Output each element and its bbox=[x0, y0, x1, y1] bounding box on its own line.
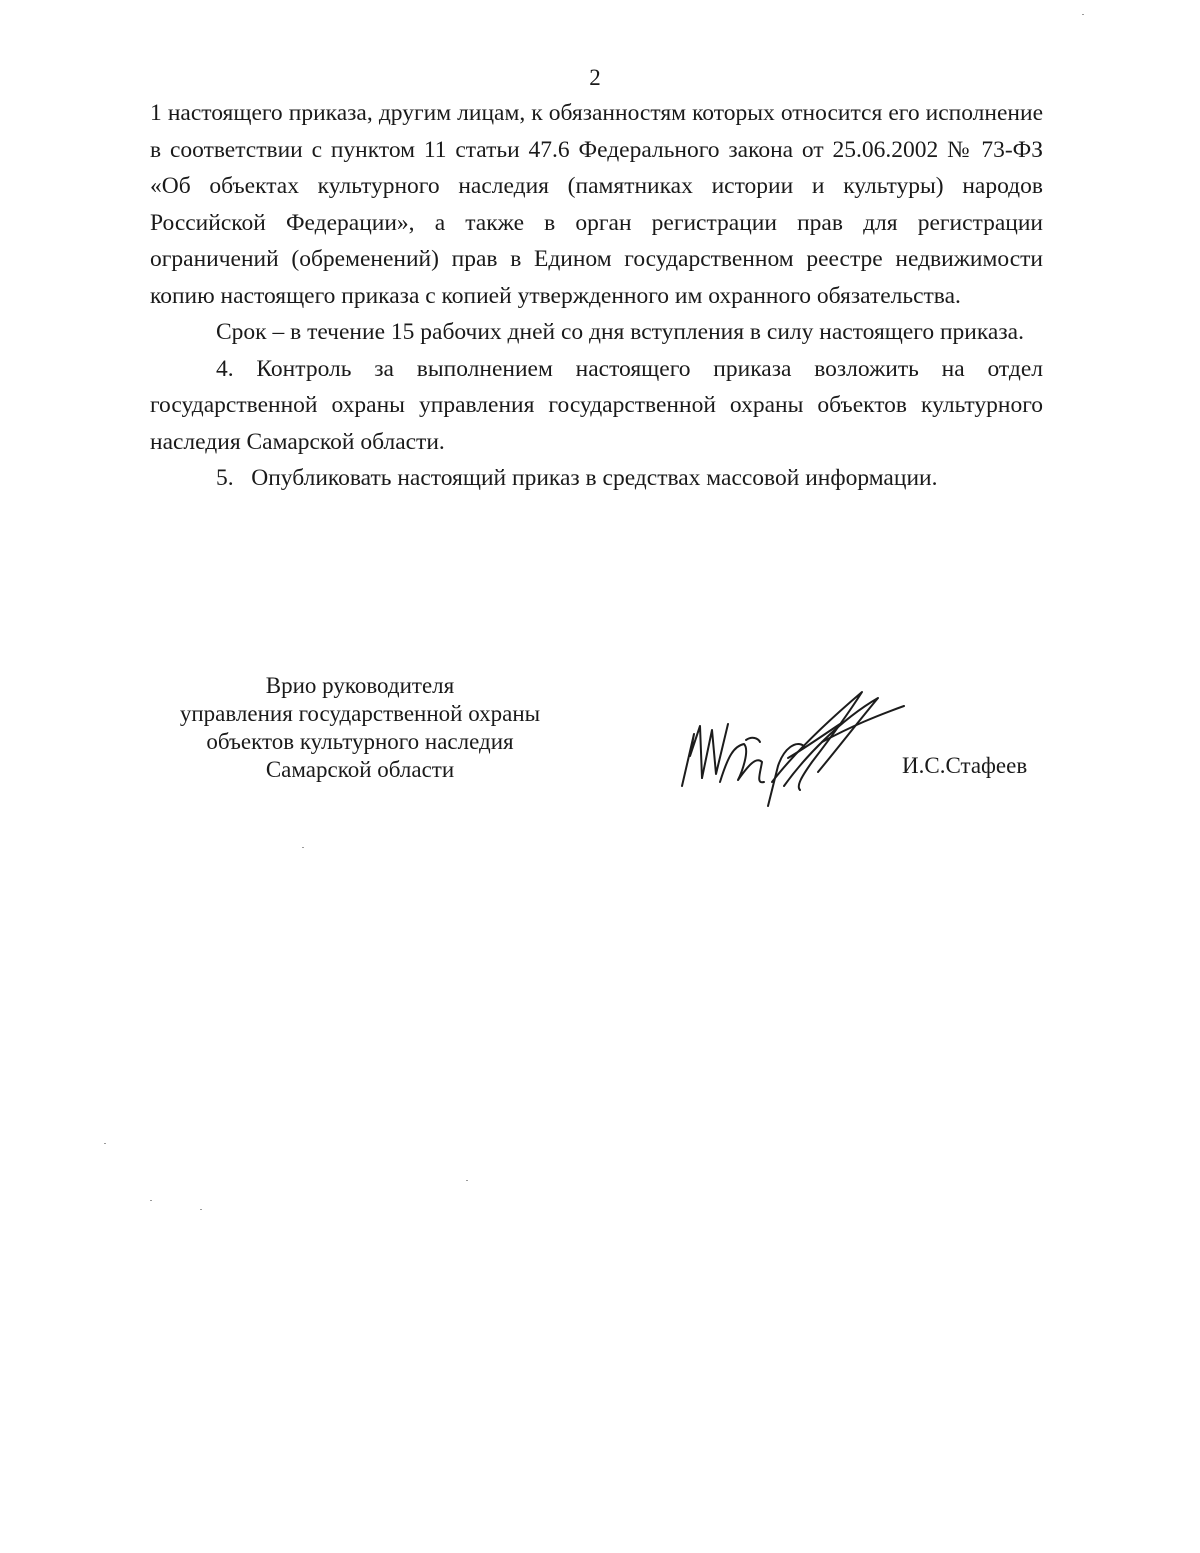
signatory-title-line: Врио руководителя bbox=[265, 673, 455, 698]
scan-speck bbox=[200, 1209, 202, 1210]
paragraph-deadline: Срок – в течение 15 рабочих дней со дня вступления в силу настоящего приказа. bbox=[216, 319, 1024, 345]
signatory-title-line: объектов культурного наследия bbox=[206, 729, 514, 754]
handwritten-signature bbox=[672, 686, 912, 810]
scan-speck bbox=[104, 1143, 106, 1144]
signatory-title-line: управления государственной охраны bbox=[179, 701, 541, 726]
paragraph-publish: 5. Опубликовать настоящий приказ в средствах массовой информации. bbox=[216, 465, 938, 491]
signatory-title-line: Самарской области bbox=[265, 757, 455, 782]
signatory-title bbox=[150, 672, 570, 784]
scan-speck bbox=[466, 1180, 468, 1181]
paragraph-continuation: 1 настоящего приказа, другим лицам, к обязанностям которых относится его исполнение в соответствии с пунктом 11 статьи 47.6 Федерального закона от 25.06.2002 № 73-ФЗ «Об объектах культурного наследия (памятниках истории и культуры) народов Российской Федерации», а также в орган регистрации прав для регистрации ограничений (обременений) прав в Едином государственном реестре недвижимости копию настоящего приказа с копией утвержденного им охранного обязательства. bbox=[150, 100, 1043, 309]
scan-speck bbox=[302, 847, 304, 848]
document-body bbox=[150, 95, 1043, 497]
scan-speck bbox=[1082, 14, 1084, 15]
page-number: 2 bbox=[589, 65, 601, 90]
signatory-name: И.С.Стафеев bbox=[902, 753, 1028, 778]
paragraph-control: 4. Контроль за выполнением настоящего приказа возложить на отдел государственной охраны управления государственной охраны объектов культурного наследия Самарской области. bbox=[150, 355, 1043, 455]
scan-speck bbox=[150, 1200, 152, 1201]
